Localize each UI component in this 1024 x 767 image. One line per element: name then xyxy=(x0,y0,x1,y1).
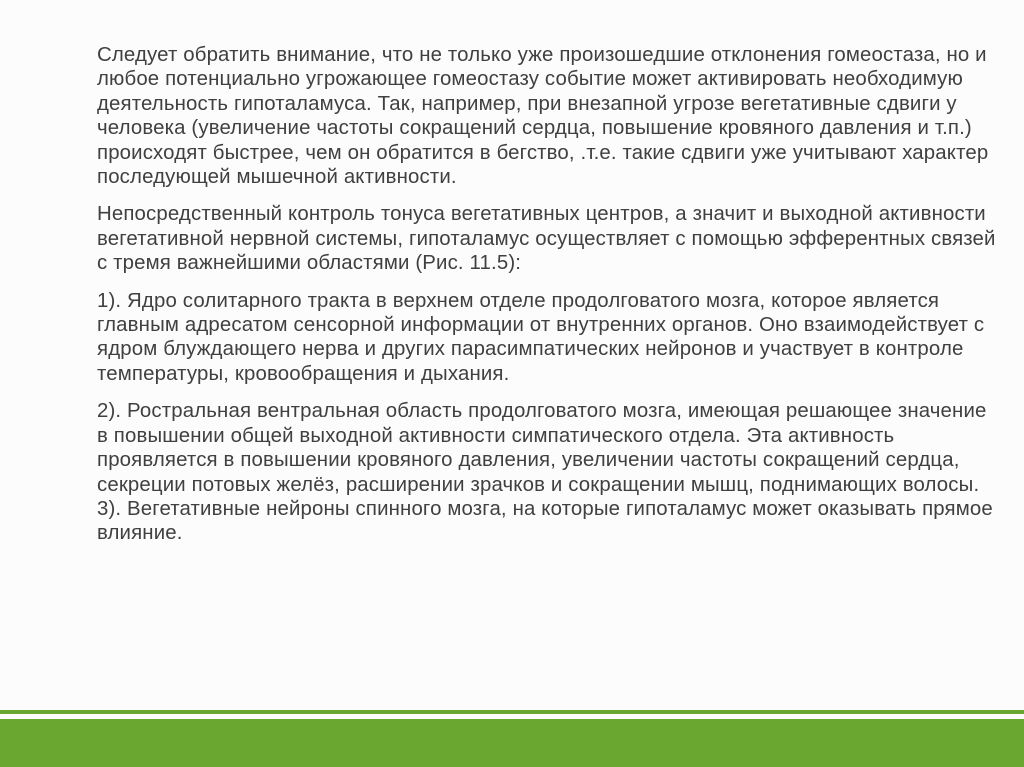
footer-accent-line xyxy=(0,710,1024,714)
paragraph-control: Непосредственный контроль тонуса вегетативных центров, а значит и выходной активности вегетативной нервной системы, гипоталамус осуществляет с помощью эфферентных связей с тремя важнейшими областями (Рис. 11.5): xyxy=(97,203,996,275)
footer-accent-bar xyxy=(0,719,1024,767)
slide-body xyxy=(97,43,997,559)
paragraph-homeostasis: Следует обратить внимание, что не только уже произошедшие отклонения гомеостаза, но и любое потенциально угрожающее гомеостазу событие может активировать необходимую деятельность гипоталамуса. Так, например, при внезапной угрозе вегетативные сдвиги у человека (увеличение частоты сокращений сердца, повышение кровяного давления и т.п.) происходят быстрее, чем он обратится в бегство, .т.е. такие сдвиги уже учитывают характер последующей мышечной активности. xyxy=(97,44,989,189)
paragraph-ventral-medulla: 2). Ростральная вентральная область продолговатого мозга, имеющая решающее значение в повышении общей выходной активности симпатического отдела. Эта активность проявляется в повышении кровяного давления, увеличении частоты сокращений сердца, секреции потовых желёз, расширении зрачков и сокращении мышц, поднимающих волосы. 3). Вегетативные нейроны спинного мозга, на которые гипоталамус может оказывать прямое влияние. xyxy=(97,400,993,545)
paragraph-solitary-tract: 1). Ядро солитарного тракта в верхнем отделе продолговатого мозга, которое является главным адресатом сенсорной информации от внутренних органов. Оно взаимодействует с ядром блуждающего нерва и других парасимпатических нейронов и участвует в контроле температуры, кровообращения и дыхания. xyxy=(97,289,985,385)
